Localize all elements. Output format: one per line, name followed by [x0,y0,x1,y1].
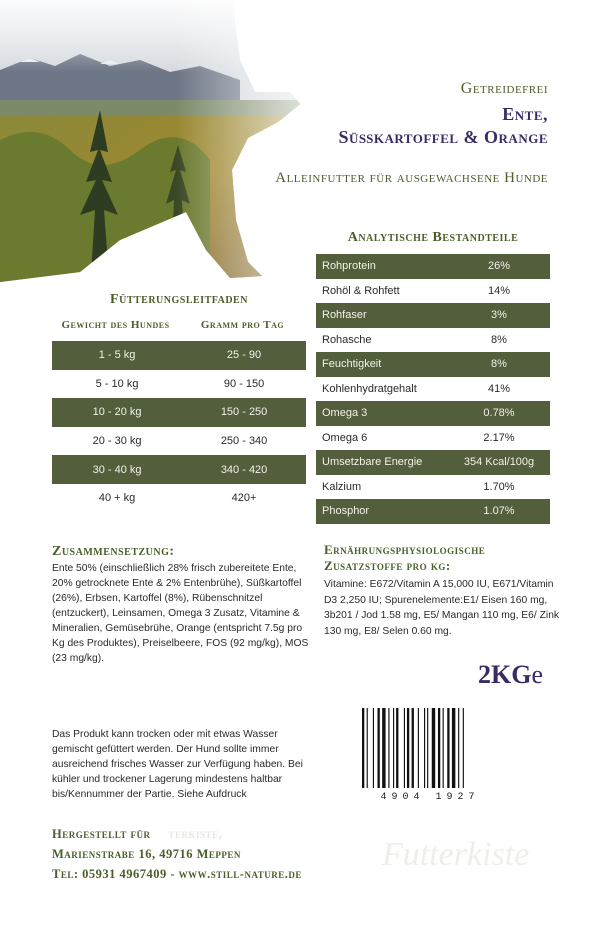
barcode-bar [447,708,449,788]
feeding-table-header [52,319,306,331]
feeding-guide-title: Fütterungsleitfaden [110,292,248,307]
analytics-row [316,450,550,475]
net-weight-value: 2KG [478,660,532,689]
wolf-landscape-image [0,0,320,290]
analytics-value: 354 Kcal/100g [448,450,550,475]
feeding-row [52,484,306,513]
analytics-row [316,401,550,426]
barcode-bar [418,708,419,788]
analytics-label: Rohöl & Rohfett [316,279,448,304]
grain-free-label: Getreidefrei [460,80,548,97]
feeding-col-grams: Gramm pro Tag [200,319,285,331]
analytics-row [316,475,550,500]
analytics-row [316,254,550,279]
brand-watermark: Futterkiste [382,836,530,873]
analytics-value: 1.70% [448,475,550,500]
storage-instructions: Das Produkt kann trocken oder mit etwas Wasser gemischt gefüttert werden. Der Hund sollte immer ausreichend frisches Wasser zur Verfügung haben. Bei kühler und trockener Lagerung mindestens haltbar bis/Kennummer der Partie. Siehe Aufdruck [52,729,303,800]
feeding-weight: 20 - 30 kg [52,427,182,456]
analytics-value: 2.17% [448,426,550,451]
barcode-bar [367,708,368,788]
analytics-row [316,426,550,451]
feeding-weight: 1 - 5 kg [52,341,182,370]
analytics-value: 8% [448,328,550,353]
manufacturer-address: Marienstrabe 16, 49716 Meppen [52,847,241,861]
product-subtitle: Alleinfutter für ausgewachsene Hunde [275,170,548,186]
analytics-label: Rohfaser [316,303,448,328]
barcode-bar [382,708,385,788]
analytics-row [316,499,550,524]
analytics-value: 1.07% [448,499,550,524]
analytics-row [316,303,550,328]
feeding-grams: 150 - 250 [182,398,306,427]
barcode [360,708,500,802]
analytics-row [316,279,550,304]
barcode-bar [362,708,364,788]
feeding-weight: 30 - 40 kg [52,455,182,484]
analytics-row [316,352,550,377]
analytics-value: 8% [448,352,550,377]
barcode-bar [443,708,444,788]
estimated-sign: e [531,660,543,689]
analytics-label: Kohlenhydratgehalt [316,377,448,402]
additives-text: Vitamine: E672/Vitamin A 15,000 IU, E671/Vitamin D3 2,250 IU; Spurenelemente:E1/ Eisen 160 mg, 3b201 / Jod 1.58 mg, E5/ Mangan 110 mg, E6/ Zink 130 mg, E8/ Selen 0.60 mg. [324,579,560,637]
composition-title: Zusammensetzung: [52,544,175,559]
feeding-row [52,370,306,399]
barcode-bar [463,708,464,788]
feeding-grams: 250 - 340 [182,427,306,456]
barcode-bar [424,708,425,788]
feeding-row [52,455,306,484]
analytics-value: 0.78% [448,401,550,426]
analytics-label: Omega 6 [316,426,448,451]
feeding-grams: 90 - 150 [182,370,306,399]
feeding-weight: 40 + kg [52,484,182,513]
feeding-grams: 340 - 420 [182,455,306,484]
analytics-value: 41% [448,377,550,402]
barcode-bar [393,708,394,788]
analytics-title: Analytische Bestandteile [347,230,519,245]
analytics-row [316,328,550,353]
analytics-label: Umsetzbare Energie [316,450,448,475]
composition-text: Ente 50% (einschließlich 28% frisch zubereitete Ente, 20% getrocknete Ente & 2% Entenbrühe), Süßkartoffel (26%), Erbsen, Kartoffel (8%), Rübenschnitzel (entzuckert), Leinsamen, Omega 3 Zusatz, Vitamine & Mineralien, Gemüsebrühe, Orange (entspricht 7.5g pro Kg des Produktes), Preiselbeere, FOS (92 mg/kg), MOS (23 mg/kg). [52,563,309,664]
analytics-value: 3% [448,303,550,328]
barcode-bar [432,708,435,788]
analytics-label: Kalzium [316,475,448,500]
flavor-title-line2: Süßkartoffel & Orange [338,127,548,147]
feeding-grams: 420+ [182,484,306,513]
barcode-bar [388,708,389,788]
analytics-value: 14% [448,279,550,304]
analytics-label: Rohprotein [316,254,448,279]
feeding-table [52,341,306,513]
barcode-bar [396,708,398,788]
barcode-bar [378,708,380,788]
feeding-grams: 25 - 90 [182,341,306,370]
analytics-label: Rohasche [316,328,448,353]
analytics-label: Omega 3 [316,401,448,426]
feeding-row [52,427,306,456]
manufacturer-label: Hergestellt für [52,827,151,841]
feeding-col-weight: Gewicht des Hundes [61,319,170,331]
manufacturer-contact: Tel: 05931 4967409 - www.still-nature.de [52,867,302,881]
flavor-title-line1: Ente, [502,104,548,124]
feeding-weight: 10 - 20 kg [52,398,182,427]
barcode-bar [458,708,459,788]
barcode-digits: 4904 1927 [380,792,480,802]
net-weight [478,660,543,690]
barcode-bar [404,708,405,788]
manufacturer-block [52,824,302,884]
additives-title: Ernährungsphysiologische Zusatzstoffe pro kg: [324,542,486,573]
barcode-bar [373,708,374,788]
feeding-weight: 5 - 10 kg [52,370,182,399]
analytics-table [316,254,550,524]
barcode-bar [427,708,428,788]
barcode-bar [452,708,455,788]
manufacturer-name-faded: terkiste, [168,827,223,841]
feeding-row [52,398,306,427]
barcode-bar [407,708,409,788]
analytics-label: Feuchtigkeit [316,352,448,377]
barcode-bar [412,708,414,788]
analytics-value: 26% [448,254,550,279]
barcode-bar [438,708,440,788]
analytics-label: Phosphor [316,499,448,524]
analytics-row [316,377,550,402]
feeding-row [52,341,306,370]
